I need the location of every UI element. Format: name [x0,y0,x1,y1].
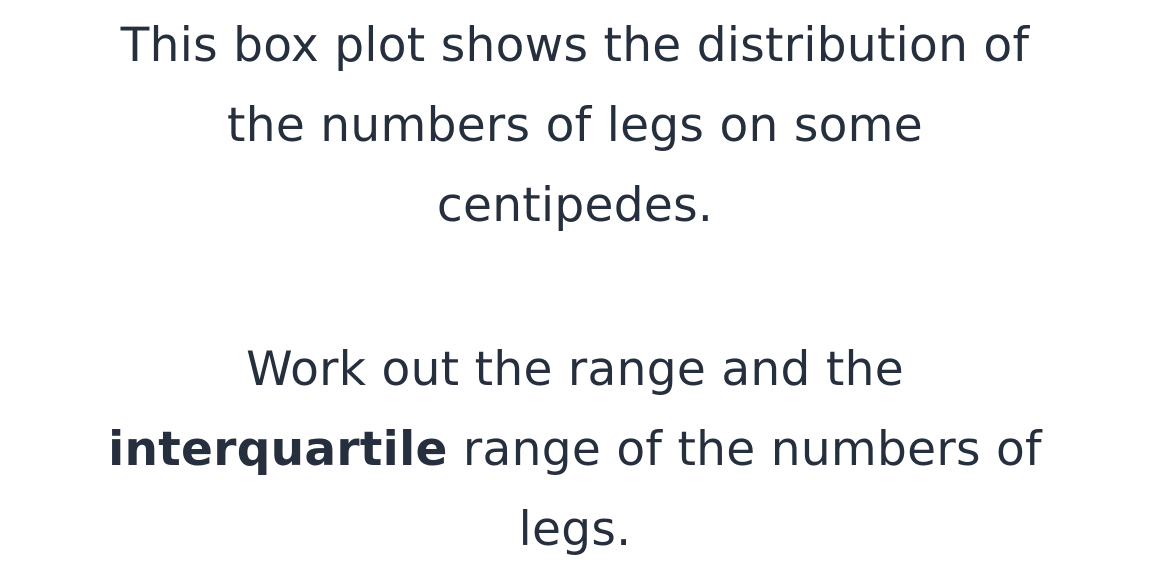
interquartile-emphasis: interquartile [108,422,448,477]
question-line-2-rest: range of the numbers of [447,422,1042,477]
intro-paragraph [0,6,1150,246]
question-line-2 [0,410,1150,490]
question-line-3: legs. [518,502,632,557]
question-paragraph [0,330,1150,570]
paragraph-gap [0,246,1150,330]
intro-line-3: centipedes. [436,178,714,233]
question-line-1: Work out the range and the [246,342,904,397]
intro-line-2: the numbers of legs on some [227,98,923,153]
intro-line-1: This box plot shows the distribution of [120,18,1030,73]
